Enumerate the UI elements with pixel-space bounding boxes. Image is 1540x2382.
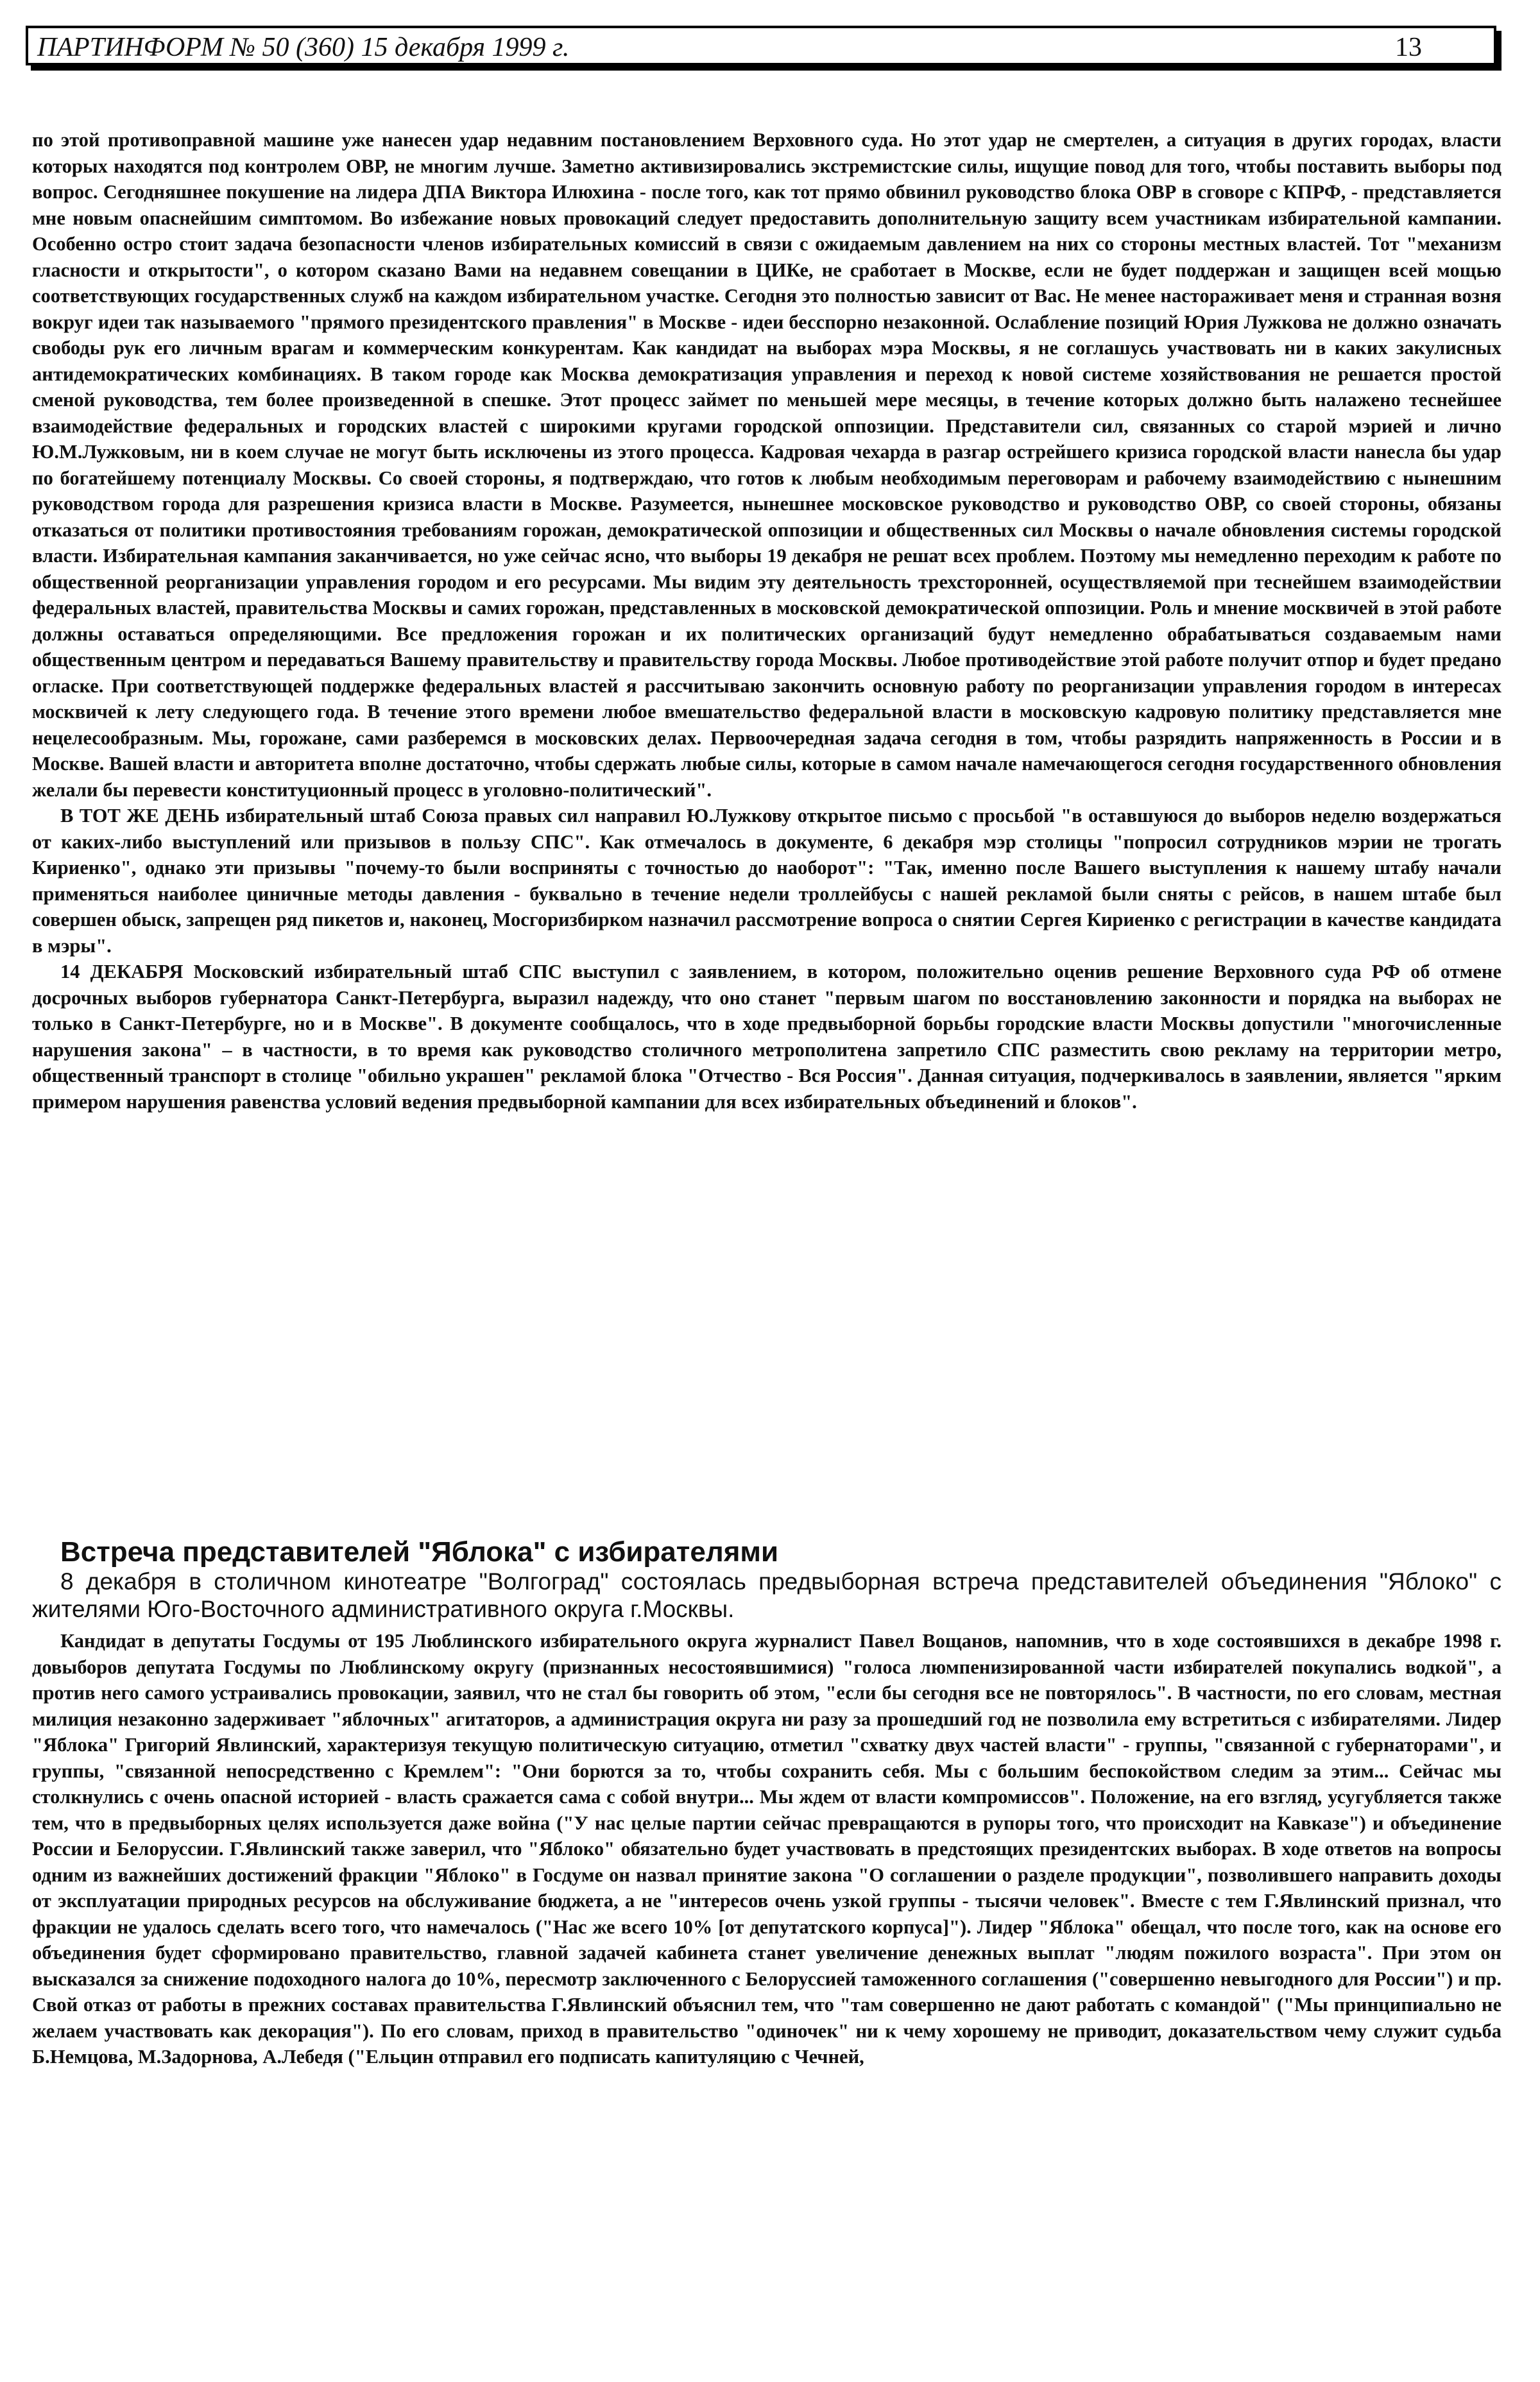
page: [26, 26, 1502, 2068]
paragraph-letter-continuation: по этой противоправной машине уже нанесен удар недавним постановлением Верховного суда. Но этот удар не смертелен, а ситуация в других городах, власти которых находятся под контролем ОВР, не многим лучше. Заметно активизировались экстремистские силы, ищущие повод для того, чтобы поставить выборы под вопрос. Сегодняшнее покушение на лидера ДПА Виктора Илюхина - после того, как тот прямо обвинил руководство блока ОВР в сговоре с КПРФ, - представляется мне новым опаснейшим симптомом. Во избежание новых провокаций следует предоставить дополнительную защиту всем участникам избирательной кампании. Особенно остро стоит задача безопасности членов избирательных комиссий в связи с ожидаемым давлением на них со стороны местных властей. Тот "механизм гласности и открытости", о котором сказано Вами на недавнем совещании в ЦИКе, не сработает в Москве, если не будет поддержан и защищен всей мощью соответствующих государственных служб на каждом избирательном участке. Сегодня это полностью зависит от Вас. Не менее настораживает меня и странная возня вокруг идеи так называемого "прямого президентского правления" в Москве - идеи бесспорно незаконной. Ослабление позиций Юрия Лужкова не должно означать свободы рук его личным врагам и коммерческим конкурентам. Как кандидат на выборах мэра Москвы, я не соглашусь участвовать ни в каких закулисных антидемократических комбинациях. В таком городе как Москва демократизация управления и переход к новой системе хозяйствования не решается простой сменой руководства, тем более произведенной в спешке. Этот процесс займет по меньшей мере месяцы, в течение которых должно быть налажено теснейшее взаимодействие федеральных и городских властей с широкими кругами городской оппозиции. Представители сил, связанных со старой мэрией и лично Ю.М.Лужковым, ни в коем случае не могут быть исключены из этого процесса. Кадровая чехарда в разгар острейшего кризиса городской власти нанесла бы удар по богатейшему потенциалу Москвы. Со своей стороны, я подтверждаю, что готов к любым необходимым переговорам и рабочему взаимодействию с нынешним руководством города для разрешения кризиса власти в Москве. Разумеется, нынешнее московское руководство и руководство ОВР, со своей стороны, обязаны отказаться от политики противостояния требованиям горожан, демократической оппозиции и общественных сил Москвы о начале обновления системы городской власти. Избирательная кампания заканчивается, но уже сейчас ясно, что выборы 19 декабря не решат всех проблем. Поэтому мы немедленно переходим к работе по общественной реорганизации управления городом и его ресурсами. Мы видим эту деятельность трехсторонней, осуществляемой при теснейшем взаимодействии федеральных властей, правительства Москвы и самих горожан, представленных в московской демократической оппозиции. Роль и мнение москвичей в этой работе должны оставаться определяющими. Все предложения горожан и их политических организаций будут немедленно обрабатываться создаваемым нами общественным центром и передаваться Вашему правительству и правительству города Москвы. Любое противодействие этой работе получит отпор и будет предано огласке. При соответствующей поддержке федеральных властей я рассчитываю закончить основную работу по реорганизации управления городом в интересах москвичей к лету следующего года. В течение этого времени любое вмешательство федеральной власти в московскую кадровую политику представляется мне нецелесообразным. Мы, горожане, сами разберемся в московских делах. Первоочередная задача сегодня в том, чтобы разрядить напряженность в России и в Москве. Вашей власти и авторитета вполне достаточно, чтобы сдержать любые силы, которые в самом начале намечающегося сегодня государственного обновления желали бы перевести конституционный процесс в уголовно-политический".: [32, 129, 1502, 801]
article-body: Кандидат в депутаты Госдумы от 195 Люблинского избирательного округа журналист Павел Вощанов, напомнив, что в ходе состоявшихся в декабре 1998 г. довыборов депутата Госдумы по Люблинскому округу (признанных несостоявшимися) "голоса люмпенизированной части избирателей покупались водкой", а против него самого устраивались провокации, заявил, что не стал бы говорить об этом, "если бы сегодня все не повторялось". В частности, по его словам, местная милиция незаконно задерживает "яблочных" агитаторов, а администрация округа ни разу за прошедший год не позволила ему встретиться с избирателями. Лидер "Яблока" Григорий Явлинский, характеризуя текущую политическую ситуацию, отметил "схватку двух частей власти" - группы, "связанной с губернаторами", и группы, "связанной непосредственно с Кремлем": "Они борются за то, чтобы сохранить себя. Мы с большим беспокойством следим за этим... Сейчас мы столкнулись с очень опасной историей - власть сражается сама с собой внутри... Мы ждем от власти компромиссов". Положение, на его взгляд, усугубляется также тем, что в предвыборных целях используется даже война ("У нас целые партии сейчас превращаются в рупоры того, что происходит на Кавказе") и объединение России и Белоруссии. Г.Явлинский также заверил, что "Яблоко" обязательно будет участвовать в предстоящих президентских выборах. В ходе ответов на вопросы одним из важнейших достижений фракции "Яблоко" в Госдуме он назвал принятие закона "О соглашении о разделе продукции", позволившего направить доходы от эксплуатации природных ресурсов на обслуживание бюджета, а не "интересов очень узкой группы - тысячи человек". Вместе с тем Г.Явлинский признал, что фракции не удалось сделать всего того, что намечалось ("Нас же всего 10% [от депутатского корпуса]"). Лидер "Яблока" обещал, что после того, как на основе его объединения будет сформировано правительство, главной задачей кабинета станет увеличение денежных выплат "людям пожилого возраста". При этом он высказался за снижение подоходного налога до 10%, пересмотр заключенного с Белоруссией таможенного соглашения ("совершенно невыгодного для России") и пр. Свой отказ от работы в прежних составах правительства Г.Явлинский объяснил тем, что "там совершенно не дают работать с командой" ("Мы принципиально не желаем участвовать как декорация"). По его словам, приход в правительство "одиночек" ни к чему хорошему не приводит, доказательством чему служит судьба Б.Немцова, М.Задорнова, А.Лебедя ("Ельцин отправил его подписать капитуляцию с Чечней,: [32, 1630, 1502, 2068]
paragraph-sps-statement: 14 ДЕКАБРЯ Московский избирательный штаб СПС выступил с заявлением, в котором, положительно оценив решение Верховного суда РФ об отмене досрочных выборов губернатора Санкт-Петербурга, выразил надежду, что оно станет "первым шагом по восстановлению законности и порядка на выборах не только в Санкт-Петербурге, но и в Москве". В документе сообщалось, что в ходе предвыборной борьбы городские власти Москвы допустили "многочисленные нарушения закона" – в частности, в то время как руководство столичного метрополитена запретило СПС разместить свою рекламу на территории метро, общественный транспорт в столице "обильно украшен" рекламой блока "Отчество - Вся Россия". Данная ситуация, подчеркивалось в заявлении, является "ярким примером нарушения равенства условий ведения предвыборной кампании для всех избирательных объединений и блоков".: [32, 961, 1502, 1113]
article-lead: 8 декабря в столичном кинотеатре "Волгоград" состоялась предвыборная встреча представителей объединения "Яблоко" с жителями Юго-Восточного административного округа г.Москвы.: [32, 1568, 1502, 1622]
article-yabloko-meeting: [32, 1537, 1502, 2070]
paragraph-sps-letter: В ТОТ ЖЕ ДЕНЬ избирательный штаб Союза правых сил направил Ю.Лужкову открытое письмо с просьбой "в оставшуюся до выборов неделю воздержаться от каких-либо выступлений или призывов в пользу СПС". Как отмечалось в документе, 6 декабря мэр столицы "попросил сотрудников мэрии не трогать Кириенко", однако эти призывы "почему-то были восприняты с точностью до наоборот": "Так, именно после Вашего выступления к нашему штабу начали применяться наиболее циничные методы давления - буквально в течение недели троллейбусы с нашей рекламой были сняты с рейсов, в нашем штабе был совершен обыск, запрещен ряд пикетов и, наконец, Мосгоризбирком назначил рассмотрение вопроса о снятии Сергея Кириенко с регистрации в качестве кандидата в мэры".: [32, 805, 1502, 957]
article-continuation: [32, 127, 1502, 1115]
publication-title: ПАРТИНФОРМ № 50 (360) 15 декабря 1999 г.: [37, 33, 570, 62]
page-header: [26, 26, 1496, 65]
page-number: 13: [1395, 33, 1422, 62]
article-headline: Встреча представителей "Яблока" с избирателями: [60, 1536, 779, 1568]
